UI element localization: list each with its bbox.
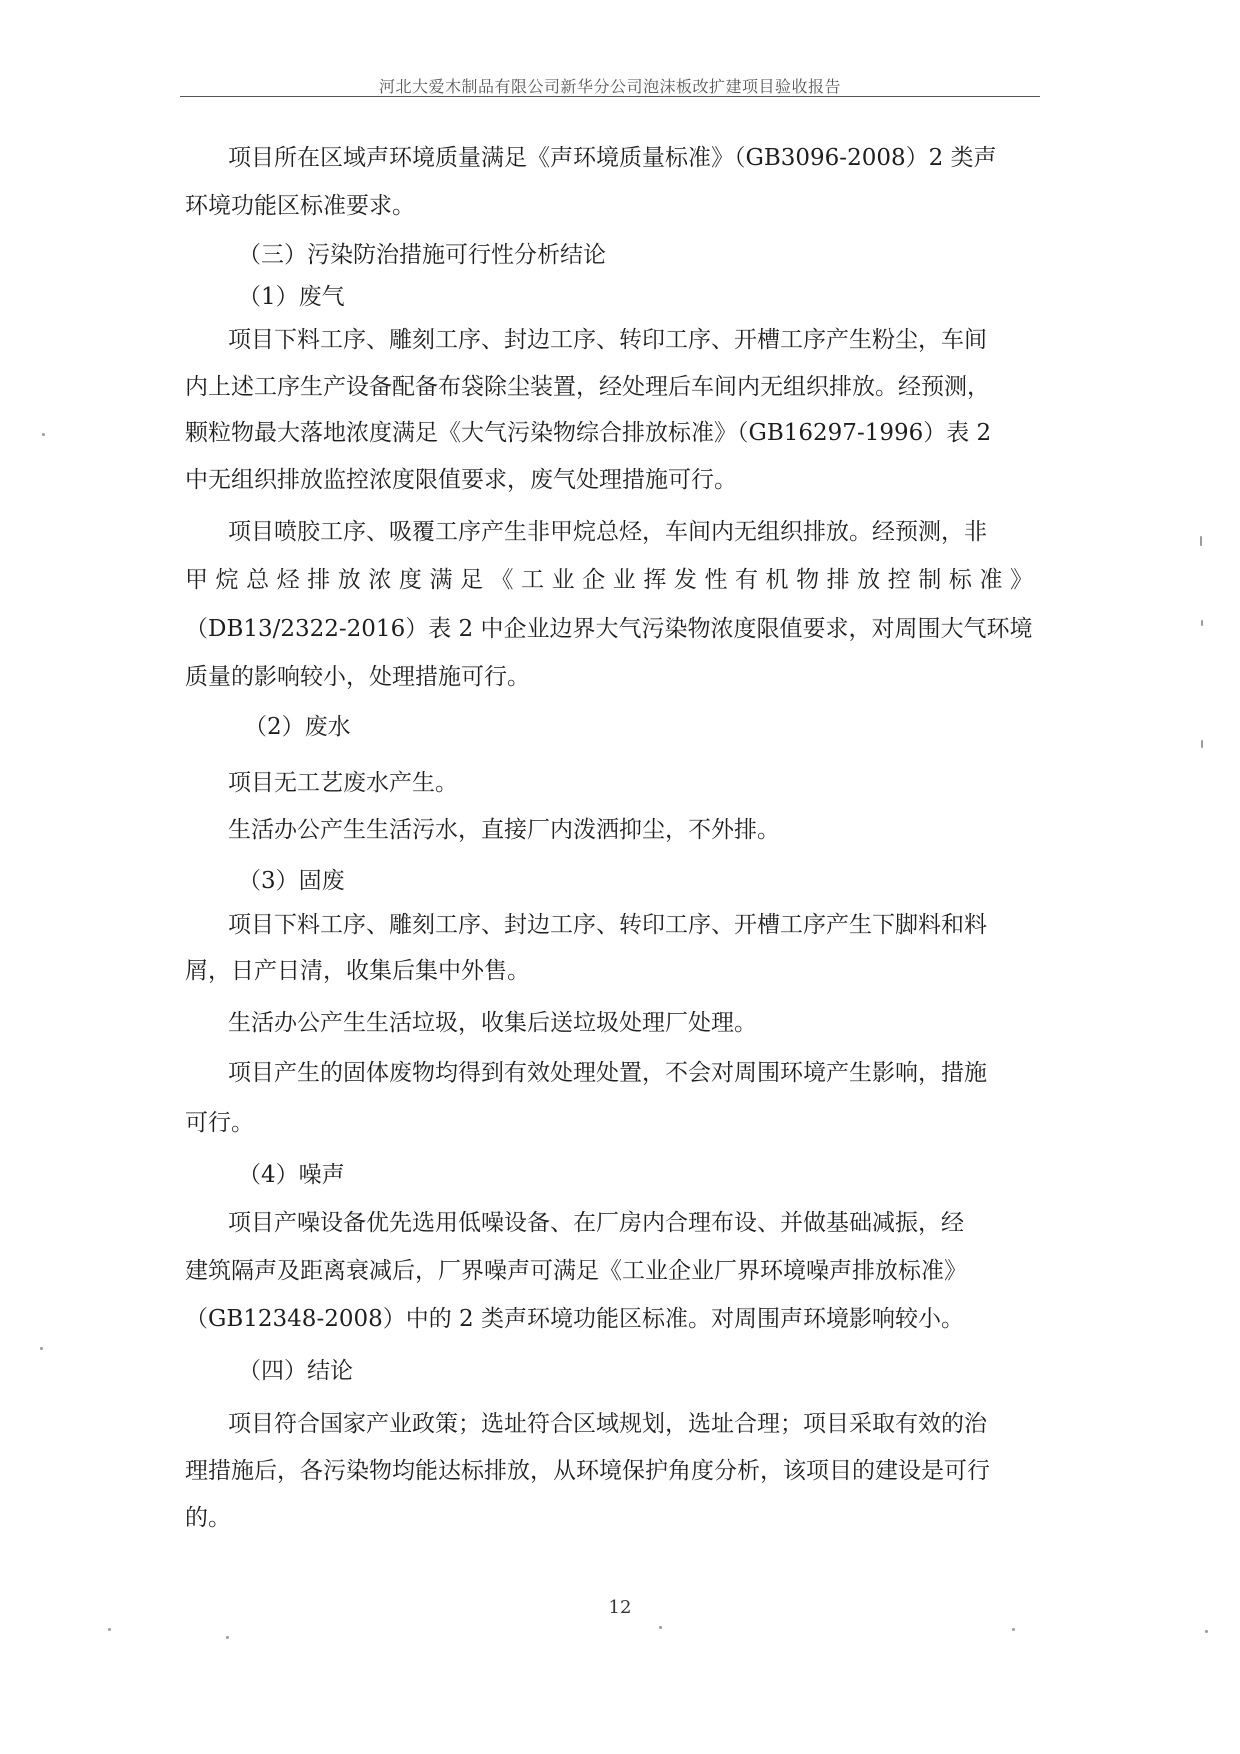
noise-p1-line-2: 建筑隔声及距离衰减后，厂界噪声可满足《工业企业厂界环境噪声排放标准》: [185, 1258, 967, 1284]
scan-speck: [1201, 620, 1203, 626]
waste-gas-p2-line-1: 项目喷胶工序、吸覆工序产生非甲烷总烃，车间内无组织排放。经预测，非: [228, 519, 987, 545]
waste-gas-p2-line-3: （DB13/2322-2016）表 2 中企业边界大气污染物浓度限值要求，对周围大气环境: [185, 616, 1033, 642]
noise-heading: （4）噪声: [238, 1162, 345, 1188]
solid-waste-p3-line-2: 可行。: [185, 1110, 254, 1136]
noise-quality-line-2: 环境功能区标准要求。: [185, 193, 415, 219]
scan-speck: [1012, 1628, 1015, 1631]
running-header: 河北大爱木制品有限公司新华分公司泡沫板改扩建项目验收报告: [378, 77, 841, 96]
scan-speck: [1205, 1630, 1208, 1633]
waste-gas-p1-line-3: 颗粒物最大落地浓度满足《大气污染物综合排放标准》（GB16297-1996）表 2: [185, 420, 992, 446]
waste-gas-heading: （1）废气: [238, 284, 345, 310]
waste-gas-p1-line-4: 中无组织排放监控浓度限值要求，废气处理措施可行。: [185, 467, 737, 493]
solid-waste-p1-line-2: 屑，日产日清，收集后集中外售。: [185, 958, 530, 984]
waste-gas-p1-line-1: 项目下料工序、雕刻工序、封边工序、转印工序、开槽工序产生粉尘，车间: [228, 327, 987, 353]
waste-water-p1: 项目无工艺废水产生。: [228, 770, 458, 796]
section-3-heading: （三）污染防治措施可行性分析结论: [238, 242, 606, 268]
noise-p1-line-3: （GB12348-2008）中的 2 类声环境功能区标准。对周围声环境影响较小。: [185, 1306, 965, 1332]
waste-gas-p1-line-2: 内上述工序生产设备配备布袋除尘装置，经处理后车间内无组织排放。经预测，: [185, 374, 990, 400]
solid-waste-heading: （3）固废: [238, 868, 345, 894]
solid-waste-p3-line-1: 项目产生的固体废物均得到有效处理处置，不会对周围环境产生影响，措施: [228, 1060, 987, 1086]
conclusion-p1-line-1: 项目符合国家产业政策；选址符合区域规划，选址合理；项目采取有效的治: [228, 1411, 987, 1437]
scan-speck: [226, 1636, 229, 1639]
scan-speck: [1201, 740, 1203, 748]
page-number: 12: [608, 1597, 632, 1618]
waste-water-heading: （2）废水: [244, 714, 351, 740]
conclusion-p1-line-3: 的。: [185, 1505, 231, 1531]
scan-speck: [659, 1626, 662, 1629]
solid-waste-p1-line-1: 项目下料工序、雕刻工序、封边工序、转印工序、开槽工序产生下脚料和料: [228, 912, 987, 938]
solid-waste-p2: 生活办公产生生活垃圾，收集后送垃圾处理厂处理。: [228, 1010, 757, 1036]
noise-quality-line-1: 项目所在区域声环境质量满足《声环境质量标准》（GB3096-2008）2 类声: [228, 145, 997, 171]
header-divider: [180, 96, 1040, 97]
noise-p1-line-1: 项目产噪设备优先选用低噪设备、在厂房内合理布设、并做基础减振，经: [228, 1210, 964, 1236]
waste-gas-p2-line-4: 质量的影响较小，处理措施可行。: [185, 664, 530, 690]
conclusion-p1-line-2: 理措施后，各污染物均能达标排放，从环境保护角度分析，该项目的建设是可行: [185, 1458, 990, 1484]
conclusion-heading: （四）结论: [238, 1358, 353, 1384]
scan-speck: [1200, 536, 1202, 546]
scan-speck: [40, 1347, 43, 1350]
waste-water-p2: 生活办公产生生活污水，直接厂内泼洒抑尘，不外排。: [228, 817, 780, 843]
scan-speck: [42, 433, 45, 436]
scan-speck: [108, 1628, 111, 1631]
waste-gas-p2-line-2: 甲烷总烃排放浓度满足《工业企业挥发性有机物排放控制标准》: [185, 567, 1033, 593]
